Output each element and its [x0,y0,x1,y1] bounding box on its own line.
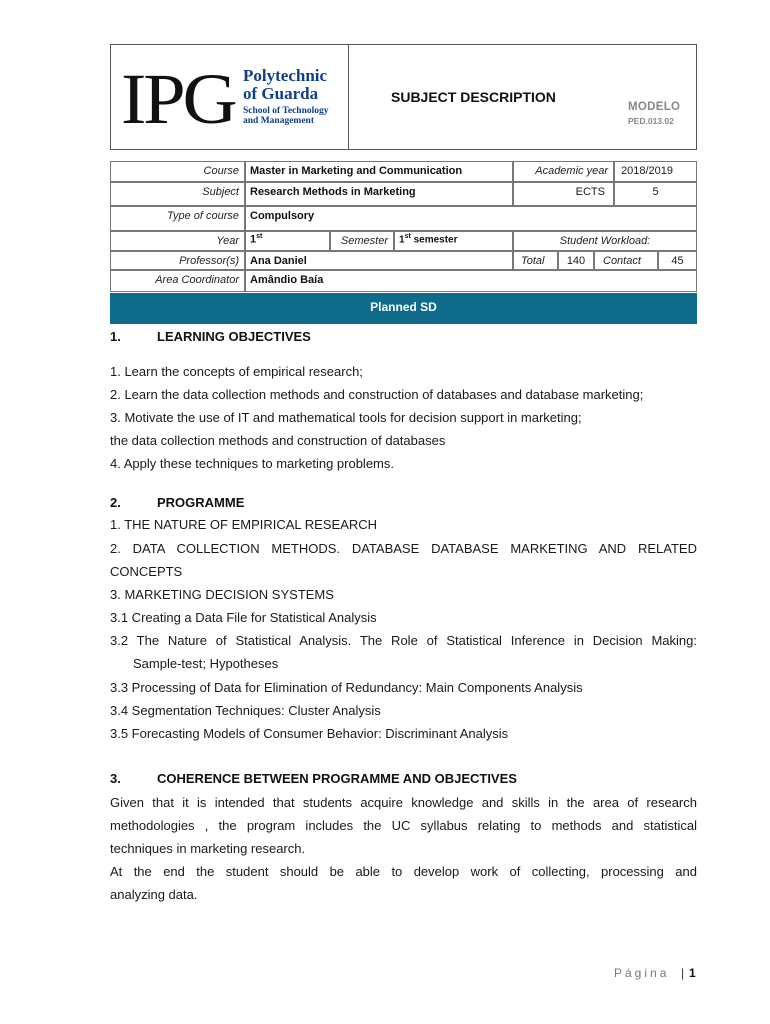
course-value: Master in Marketing and Communication [245,161,513,182]
header-box [110,44,697,150]
section-1-number: 1. [110,329,121,344]
model-code: PED.013.02 [628,116,674,126]
coordinator-value: Amândio Baía [245,270,697,292]
semester-suffix: st [404,233,411,240]
objective-line: 2. Learn the data collection methods and construction of databases and database marketing; [110,387,644,402]
workload-label: Student Workload: [513,231,697,251]
semester-number: 1 [399,234,405,246]
programme-line: 1. THE NATURE OF EMPIRICAL RESEARCH [110,517,378,532]
professor-value: Ana Daniel [245,251,513,270]
type-value: Compulsory [245,206,697,231]
ects-label: ECTS [513,182,614,206]
coherence-line: analyzing data. [110,887,198,902]
section-3-title: COHERENCE BETWEEN PROGRAMME AND OBJECTIVES [157,771,517,786]
section-2-number: 2. [110,495,121,510]
logo-cell [111,45,349,149]
programme-line: 3. MARKETING DECISION SYSTEMS [110,587,334,602]
coherence-line: techniques in marketing research. [110,841,306,856]
programme-line: CONCEPTS [110,564,183,579]
programme-line: 3.2 The Nature of Statistical Analysis. The Role of Statistical Inference in Decision Making: [110,633,697,648]
logo-initials: IPG [121,59,235,139]
programme-line: 2. DATA COLLECTION METHODS. DATABASE DATABASE MARKETING AND RELATED [110,541,697,556]
academic-year-value: 2018/2019 [614,161,697,182]
subject-label: Subject [110,182,245,206]
objective-line: 1. Learn the concepts of empirical research; [110,364,363,379]
logo-line-1: Polytechnic [243,66,328,85]
course-label: Course [110,161,245,182]
logo-line-4: and Management [243,116,314,126]
programme-line: 3.5 Forecasting Models of Consumer Behavior: Discriminant Analysis [110,726,509,741]
academic-year-label: Academic year [513,161,614,182]
logo-line-3: School of Technology [243,106,329,116]
semester-text: semester [413,234,458,246]
logo-line-2: of Guarda [243,84,319,103]
planned-sd-banner: Planned SD [110,293,697,324]
programme-line: 3.1 Creating a Data File for Statistical Analysis [110,610,377,625]
section-3-number: 3. [110,771,121,786]
year-suffix: st [256,233,263,240]
model-label: MODELO [628,101,681,113]
contact-label: Contact [594,251,658,270]
programme-line: Sample-test; Hypotheses [133,656,279,671]
coherence-line: Given that it is intended that students acquire knowledge and skills in the area of research [110,795,697,810]
programme-line: 3.4 Segmentation Techniques: Cluster Analysis [110,703,381,718]
professor-label: Professor(s) [110,251,245,270]
subject-value: Research Methods in Marketing [245,182,513,206]
total-value: 140 [558,251,594,270]
section-1-title: LEARNING OBJECTIVES [157,329,311,344]
year-number: 1 [250,233,257,246]
contact-value: 45 [658,251,697,270]
semester-value [394,231,513,251]
document-title: SUBJECT DESCRIPTION [391,89,556,105]
year-label: Year [110,231,245,251]
type-label: Type of course [110,206,245,231]
objective-line: 3. Motivate the use of IT and mathematical tools for decision support in marketing; [110,410,582,425]
footer-separator: | [681,966,685,980]
coordinator-label: Area Coordinator [110,270,245,292]
programme-line: 3.3 Processing of Data for Elimination of Redundancy: Main Components Analysis [110,680,583,695]
year-value [245,231,330,251]
ects-value: 5 [614,182,697,206]
coherence-line: methodologies , the program includes the UC syllabus relating to methods and statistical [110,818,697,833]
semester-label: Semester [330,231,394,251]
section-2-title: PROGRAMME [157,495,245,510]
objective-line: 4. Apply these techniques to marketing problems. [110,456,394,471]
total-label: Total [513,251,558,270]
coherence-line: At the end the student should be able to develop work of collecting, processing and [110,864,697,879]
footer-page-number: 1 [689,966,696,980]
objective-line: the data collection methods and construction of databases [110,433,446,448]
footer-page-label: Página [614,966,670,980]
